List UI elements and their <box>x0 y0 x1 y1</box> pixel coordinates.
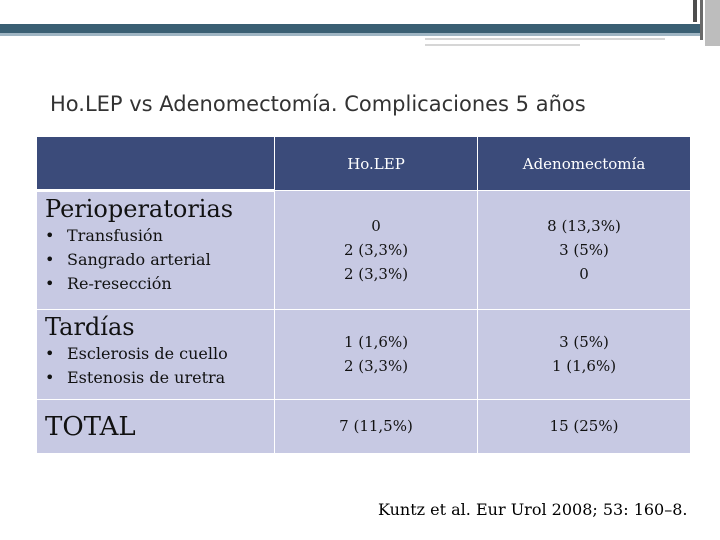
adenomectomia-values <box>478 309 691 399</box>
category-cell <box>37 399 275 453</box>
header-holep: Ho.LEP <box>275 137 478 191</box>
category-cell <box>37 191 275 309</box>
item-list <box>45 342 274 390</box>
list-item: • Esclerosis de cuello <box>45 342 274 366</box>
header-empty-cell <box>37 137 275 191</box>
table-row <box>37 191 691 309</box>
table-header-row <box>37 137 691 191</box>
value: 3 (5%) <box>559 240 609 259</box>
adenomectomia-values <box>478 399 691 453</box>
value: 3 (5%) <box>559 333 609 352</box>
list-item: • Estenosis de uretra <box>45 366 274 390</box>
citation: Kuntz et al. Eur Urol 2008; 53: 160–8. <box>378 500 688 519</box>
holep-values <box>275 191 478 309</box>
category-heading: Perioperatorias <box>45 195 234 224</box>
item-list <box>45 224 274 296</box>
table-row <box>37 309 691 399</box>
value: 8 (13,3%) <box>547 216 621 235</box>
value: 2 (3,3%) <box>343 357 409 376</box>
value: 15 (25%) <box>549 417 619 436</box>
corner-decoration <box>700 0 703 40</box>
corner-decoration <box>693 0 697 22</box>
list-item: • Re-resección <box>45 272 274 296</box>
decorative-line <box>425 38 665 40</box>
header-adenomectomia: Adenomectomía <box>478 137 691 191</box>
top-accent-stripe <box>0 33 700 36</box>
holep-values <box>275 399 478 453</box>
value: 2 (3,3%) <box>343 240 409 259</box>
top-accent-bar <box>0 24 700 33</box>
complications-table <box>36 136 691 454</box>
corner-decoration <box>705 0 720 46</box>
value: 1 (1,6%) <box>343 333 409 352</box>
value: 1 (1,6%) <box>551 357 617 376</box>
value: 2 (3,3%) <box>343 264 409 283</box>
value: 0 <box>371 216 381 235</box>
adenomectomia-values <box>478 191 691 309</box>
table-row <box>37 399 691 453</box>
category-cell <box>37 309 275 399</box>
category-heading: Tardías <box>45 312 135 341</box>
category-heading: TOTAL <box>45 412 136 443</box>
list-item: • Transfusión <box>45 224 274 248</box>
value: 0 <box>579 264 589 283</box>
holep-values <box>275 309 478 399</box>
decorative-line <box>425 44 580 46</box>
value: 7 (11,5%) <box>339 417 413 436</box>
list-item: • Sangrado arterial <box>45 248 274 272</box>
slide-title: Ho.LEP vs Adenomectomía. Complicaciones 5 años <box>50 92 586 116</box>
